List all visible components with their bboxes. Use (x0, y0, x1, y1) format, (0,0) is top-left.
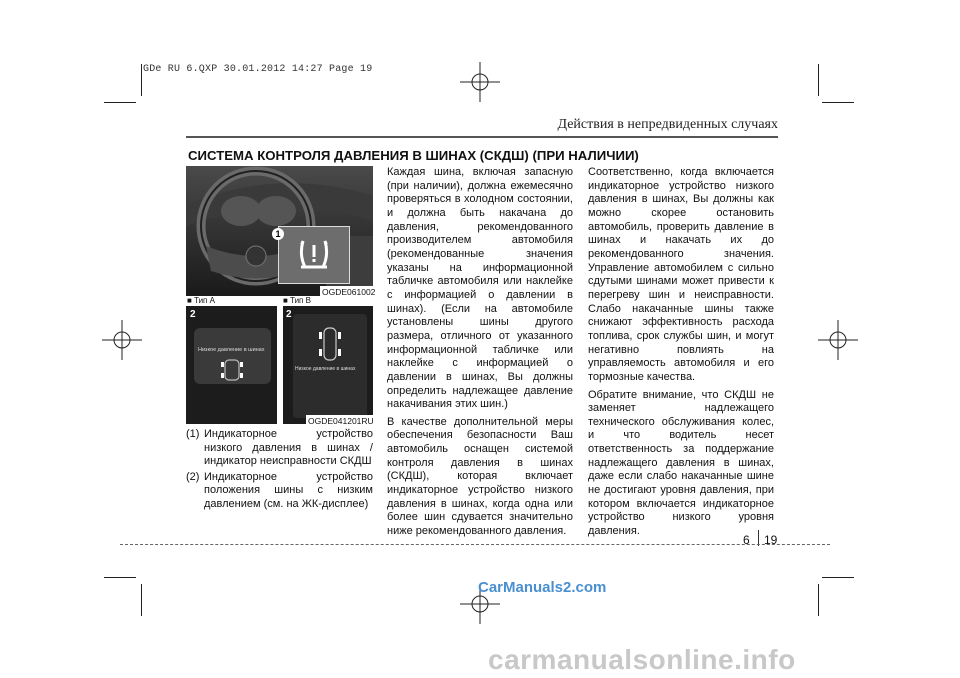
lcd-type-b-screen (293, 314, 367, 418)
print-info: GDe RU 6.QXP 30.01.2012 14:27 Page 19 (143, 64, 373, 75)
car-top-icon (318, 326, 342, 362)
paragraph: Соответственно, когда включается индикаторное устройство низкого давления в шинах, Вы должны как можно скорее остановить автомобиль, проверить давление в шинах и накачать их до рекомендованного значения. Управление автомобилем с сильно сдутыми шинами может привести к перегреву шин и неисправности. Слабо накачанные шины также снижают эффективность расхода топлива, срок службы шин, и могут негативно повлиять на управляемость автомобиля и его тормозные качества. (588, 166, 774, 383)
type-b-label: ■ Тип B (283, 296, 311, 305)
text-column-middle (387, 166, 573, 543)
car-outline-icon (216, 358, 248, 382)
figure-captions (186, 428, 373, 514)
registration-mark-top (460, 62, 500, 102)
section-title: СИСТЕМА КОНТРОЛЯ ДАВЛЕНИЯ В ШИНАХ (СКДШ) (ПРИ НАЛИЧИИ) (188, 148, 639, 163)
registration-mark-right (818, 320, 858, 360)
watermark-carmanuals2[interactable]: CarManuals2.com (478, 579, 607, 596)
lcd-type-a-text: Низкое давление в шинах (198, 347, 265, 353)
text-column-right (588, 166, 774, 543)
chapter-header: Действия в непредвиденных случаях (557, 117, 778, 132)
tpms-warning-inset (278, 226, 350, 284)
dashboard-figure (186, 166, 373, 296)
figure2-code: OGDE041201RU (308, 416, 374, 426)
caption-number: (2) (186, 470, 200, 483)
lcd-type-b-figure (283, 306, 373, 424)
callout-1: 1 (272, 228, 284, 240)
header-rule (186, 136, 778, 138)
caption-item (186, 471, 373, 512)
registration-mark-left (102, 320, 142, 360)
watermark-carmanualsonline[interactable]: carmanualsonline.info (488, 644, 796, 675)
lcd-type-a-figure (186, 306, 277, 424)
caption-number: (1) (186, 428, 200, 440)
lcd-type-b-text: Низкое давление в шинах (295, 366, 356, 372)
caption-text: Индикаторное устройство положения шины с низким давлением (см. на ЖК-дисплее) (204, 470, 373, 510)
caption-item (186, 428, 373, 469)
page-number: 19 (764, 533, 778, 547)
paragraph: Обратите внимание, что СКДШ не заменяет надлежащего технического обслуживания колес, и что водитель несет ответственность за поддержание надлежащего давления в шинах, даже если слабо накачанные шине не достигают уровня давления, при котором включается индикаторное устройство низкого уровня давления. (588, 388, 774, 538)
paragraph: В качестве дополнительной меры обеспечения безопасности Ваш автомобиль оснащен системой контроля давления в шинах (СКДШ), которая включает индикаторное устройство низкого давления в шинах, когда одна или более шин сдувается значительно ниже рекомендованного давления. (387, 415, 573, 538)
caption-text: Индикаторное устройство низкого давления в шинах / индикатор неисправности СКДШ (204, 428, 373, 468)
callout-2-type-a: 2 (190, 309, 196, 320)
type-a-label: ■ Тип А (187, 296, 215, 305)
callout-2-type-b: 2 (286, 309, 292, 320)
paragraph: Каждая шина, включая запасную (при наличии), должна ежемесячно проверяться в холодном состоянии, и должна быть накачана до давления, рекомендованного производителем автомобиля (рекомендованные значения указаны на информационной табличке автомобиля или наклейке с информацией о давлении в шинах). (Если на автомобиле установлены шины другого размера, отличного от указанного информационной табличке или наклейке с информацией о давлении в шинах, Вы должны определить надлежащее давление накачивания этих шин.) (387, 166, 573, 411)
tpms-warning-icon (279, 227, 349, 283)
lcd-type-a-screen (194, 328, 271, 384)
figure1-code: OGDE061002 (322, 287, 376, 297)
page-chapter: 6 (743, 533, 750, 547)
footer-dashed-rule (120, 544, 830, 545)
